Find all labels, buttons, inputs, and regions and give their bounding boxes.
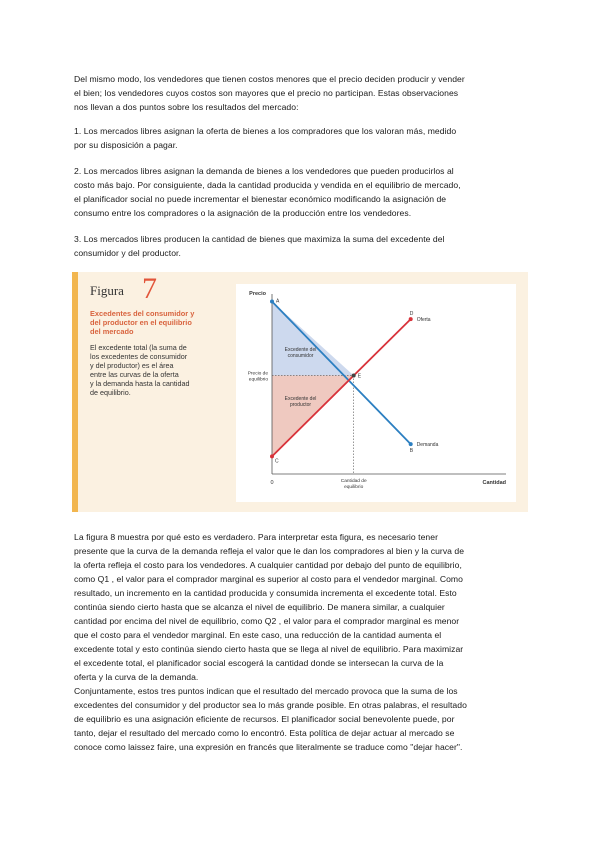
x-origin-label: 0 bbox=[270, 480, 274, 486]
figure-number: 7 bbox=[142, 272, 157, 305]
consumer-surplus-area bbox=[272, 302, 354, 376]
figure-accent-strip bbox=[72, 272, 78, 512]
figure-7 bbox=[72, 272, 528, 512]
paragraph-explanation: La figura 8 muestra por qué esto es verdadero. Para interpretar esta figura, es necesario tener presente que la curva de la demanda refleja el valor que le dan los compradores al bien y la curva de la oferta refleja el costo para los vendedores. A cualquier cantidad por debajo del punto de equilibrio, como Q1 , el valor para el comprador marginal es superior al costo para el vendedor marginal. Como resultado, un incremento en la cantidad producida y consumida incrementa el excedente total. Esto continúa siendo cierto hasta que se alcanza el nivel de equilibrio. De manera similar, a cualquier cantidad por encima del nivel de equilibrio, como Q2 , el valor para el comprador marginal es menor que el costo para el vendedor marginal. En este caso, una reducción de la cantidad aumenta el excedente total y esto continúa siendo cierto hasta que se llega al nivel de equilibrio. Para maximizar el excedente total, el planificador social escogerá la cantidad donde se intersecan la curva de la oferta y la curva de la demanda. Conjuntamente, estos tres puntos indican que el resultado del mercado provoca que la suma de los excedentes del consumidor y del productor sea lo más grande posible. En otras palabras, el resultado de equilibrio es una asignación eficiente de recursos. El planificador social benevolente puede, por tanto, dejar el resultado del mercado como lo encontró. Esta política de dejar actuar al mercado se conoce como laissez faire, una expresión en francés que literalmente se traduce como "dejar hacer". bbox=[74, 532, 467, 752]
equilibrium-quantity-label: Cantidad de equilibrio bbox=[340, 479, 367, 490]
figure-title bbox=[90, 272, 157, 305]
consumer-surplus-label: Excedente del consumidor bbox=[284, 346, 317, 359]
point-b-marker bbox=[409, 442, 413, 446]
point-a-label: A bbox=[276, 298, 280, 305]
paragraph-point-1: 1. Los mercados libres asignan la oferta de bienes a los compradores que los valoran más, medido por su disposición a pagar. bbox=[74, 126, 457, 150]
surplus-chart bbox=[236, 284, 516, 502]
point-b-label: B bbox=[409, 448, 414, 455]
producer-surplus-label: Excedente del productor bbox=[284, 396, 317, 409]
point-d-marker bbox=[409, 317, 413, 321]
demand-legend-label: Demanda bbox=[416, 442, 439, 449]
point-c-label: C bbox=[275, 458, 279, 465]
y-axis-label: Precio bbox=[249, 291, 266, 297]
figure-caption-title: Excedentes del consumidor y del productor en el equilibrio del mercado bbox=[90, 309, 195, 336]
point-e-label: E bbox=[357, 373, 362, 380]
point-a-marker bbox=[270, 300, 274, 304]
paragraph-intro: Del mismo modo, los vendedores que tienen costos menores que el precio deciden producir y vender el bien; los vendedores cuyos costos son mayores que el precio no participan. Estas observaciones nos llevan a dos puntos sobre los resultados del mercado: bbox=[74, 74, 465, 112]
point-c-marker bbox=[270, 454, 274, 458]
figure-label: Figura bbox=[90, 283, 124, 298]
paragraph-point-2: 2. Los mercados libres asignan la demanda de bienes a los vendedores que pueden producirlos al costo más bajo. Por consiguiente, dada la cantidad producida y vendida en el equilibrio de mercado, el planificador social no puede incrementar el bienestar económico modificando la asignación de consumo entre los compradores o la asignación de la producción entre los vendedores. bbox=[74, 166, 461, 218]
supply-legend-label: Oferta bbox=[416, 317, 431, 324]
point-d-label: D bbox=[409, 311, 414, 318]
x-axis-label: Cantidad bbox=[482, 480, 506, 486]
equilibrium-marker bbox=[352, 373, 356, 377]
equilibrium-price-label: Precio de equilibrio bbox=[247, 371, 268, 383]
chart-panel bbox=[236, 284, 516, 502]
paragraph-point-3: 3. Los mercados libres producen la cantidad de bienes que maximiza la suma del excedente del consumidor y del productor. bbox=[74, 234, 445, 258]
figure-caption-body: El excedente total (la suma de los excedentes de consumidor y del productor) es el área entre las curvas de la oferta y la demanda hasta la cantidad de equilibrio. bbox=[90, 343, 190, 397]
